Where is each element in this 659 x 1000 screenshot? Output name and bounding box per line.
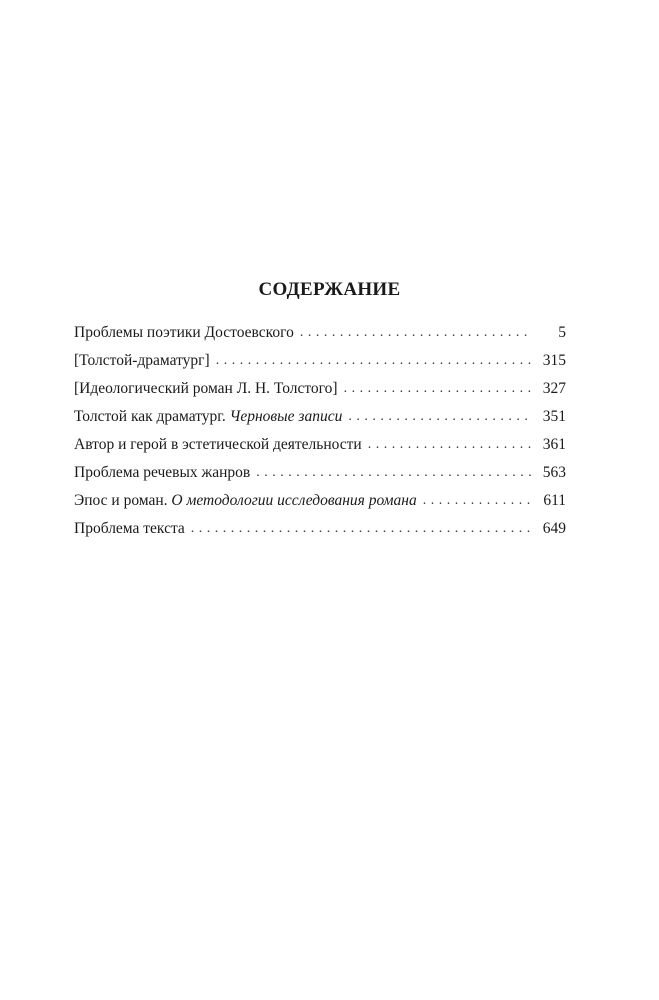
toc-entry-title-text: Проблема речевых жанров <box>74 464 251 481</box>
toc-entry-page: 327 <box>542 380 566 397</box>
dot-leader <box>256 459 532 487</box>
toc-entry-title <box>74 487 417 515</box>
toc-entry-page: 5 <box>558 324 566 341</box>
toc-entry-page: 315 <box>542 352 566 369</box>
toc-entry-title <box>74 403 342 431</box>
dot-leader <box>368 431 532 459</box>
toc-entry-title-text: Проблема текста <box>74 520 185 537</box>
toc-entry-page: 649 <box>542 520 566 537</box>
toc-entry-title-text: [Толстой-драматург] <box>74 352 210 369</box>
dot-leader <box>191 515 532 543</box>
toc-entry-page: 563 <box>542 464 566 481</box>
toc-entry <box>74 403 566 431</box>
toc-entry <box>74 487 566 515</box>
toc-entry-title <box>74 319 294 347</box>
toc-entry-title-text: Автор и герой в эстетической деятельности <box>74 436 362 453</box>
dot-leader <box>300 319 532 347</box>
toc-entry-title <box>74 347 210 375</box>
table-of-contents <box>74 319 566 543</box>
toc-entry <box>74 375 566 403</box>
toc-entry-title <box>74 431 362 459</box>
toc-entry-page: 611 <box>543 492 566 509</box>
contents-heading: СОДЕРЖАНИЕ <box>258 279 401 300</box>
toc-entry-title <box>74 515 185 543</box>
toc-entry-title <box>74 375 338 403</box>
toc-entry <box>74 431 566 459</box>
toc-entry <box>74 319 566 347</box>
toc-entry <box>74 347 566 375</box>
dot-leader <box>348 403 532 431</box>
dot-leader <box>216 347 532 375</box>
dot-leader <box>423 487 532 515</box>
toc-entry <box>74 515 566 543</box>
toc-entry-subtitle: Черновые записи <box>229 408 343 425</box>
toc-entry-title-text: Толстой как драматург. <box>74 408 230 425</box>
toc-entry-title-text: Эпос и роман. <box>74 492 172 509</box>
toc-entry <box>74 459 566 487</box>
toc-entry-title-text: [Идеологический роман Л. Н. Толстого] <box>74 380 338 397</box>
toc-entry-page: 351 <box>542 408 566 425</box>
toc-entry-title-text: Проблемы поэтики Достоевского <box>74 324 294 341</box>
toc-entry-title <box>74 459 250 487</box>
toc-entry-page: 361 <box>542 436 566 453</box>
toc-entry-subtitle: О методологии исследования романа <box>171 492 417 509</box>
dot-leader <box>344 375 532 403</box>
